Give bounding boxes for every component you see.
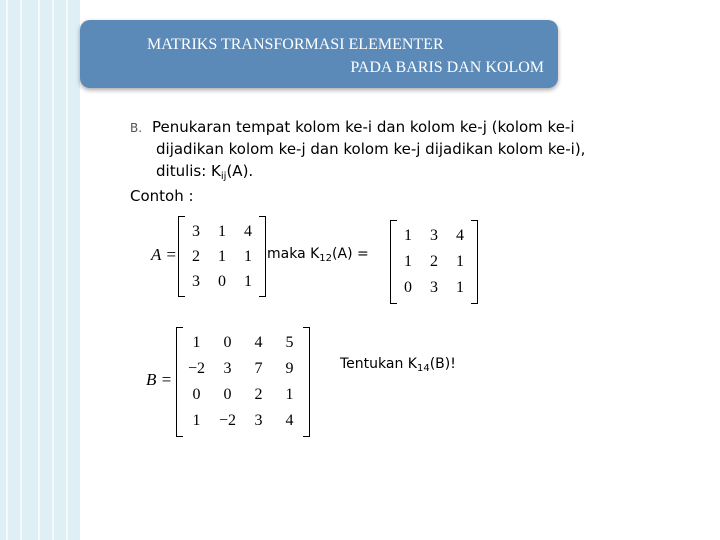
matrix-cell: 1: [456, 253, 464, 270]
task-label: Tentukan $K_{14}(B)$!: [340, 356, 456, 374]
matrix-b-label: B =: [146, 370, 173, 389]
matrix-cell: 1: [244, 273, 252, 290]
matrix-cell: 1: [218, 248, 226, 265]
matrix-cell: 3: [254, 412, 263, 429]
matrix-cell: 2: [254, 386, 263, 403]
matrix-cell: 1: [404, 253, 412, 270]
example-label: Contoh :: [130, 187, 194, 205]
title-line-2: PADA BARIS DAN KOLOM: [350, 59, 544, 76]
matrix-cell: 4: [456, 227, 464, 244]
matrix-cell: 2: [430, 253, 438, 270]
matrix-a-result: [390, 220, 478, 304]
title-banner: [80, 20, 558, 88]
point-line-2: dijadikan kolom ke-j dan kolom ke-j dijadikan kolom ke-i),: [156, 140, 586, 158]
maka-label: maka $K_{12}(A)$ =: [267, 246, 369, 264]
point-line-1: Penukaran tempat kolom ke-i dan kolom ke-j (kolom ke-i: [152, 118, 575, 136]
matrix-cell: 1: [456, 279, 464, 296]
matrix-cell: 1: [192, 412, 201, 429]
matrix-cell: 4: [254, 334, 263, 351]
matrix-cell: 1: [285, 386, 294, 403]
matrix-a-label: A =: [151, 245, 177, 264]
matrix-cell: 3: [192, 273, 200, 290]
matrix-cell: 2: [192, 248, 200, 265]
matrix-cell: 0: [404, 279, 412, 296]
matrix-cell: 1: [404, 227, 412, 244]
matrix-cell: 1: [218, 223, 226, 240]
matrix-a: [178, 216, 266, 297]
matrix-cell: −2: [187, 360, 206, 377]
matrix-cell: 3: [192, 223, 200, 240]
left-decoration: [0, 0, 80, 540]
matrix-cell: 9: [285, 360, 294, 377]
matrix-cell: 4: [244, 223, 252, 240]
title-line-1: MATRIKS TRANSFORMASI ELEMENTER: [147, 36, 444, 53]
matrix-cell: 7: [254, 360, 263, 377]
matrix-cell: 4: [285, 412, 294, 429]
point-line-3: ditulis: $K_{ij}(A)$.: [156, 162, 254, 182]
matrix-cell: 0: [218, 273, 226, 290]
matrix-cell: 1: [192, 334, 201, 351]
matrix-cell: 0: [223, 334, 232, 351]
matrix-cell: 3: [430, 227, 438, 244]
point-marker: B.: [130, 121, 143, 135]
matrix-cell: 5: [285, 334, 294, 351]
matrix-cell: 3: [223, 360, 232, 377]
matrix-cell: −2: [218, 412, 237, 429]
matrix-cell: 0: [192, 386, 201, 403]
matrix-cell: 1: [244, 248, 252, 265]
matrix-b: [176, 327, 310, 437]
matrix-cell: 3: [430, 279, 438, 296]
matrix-cell: 0: [223, 386, 232, 403]
